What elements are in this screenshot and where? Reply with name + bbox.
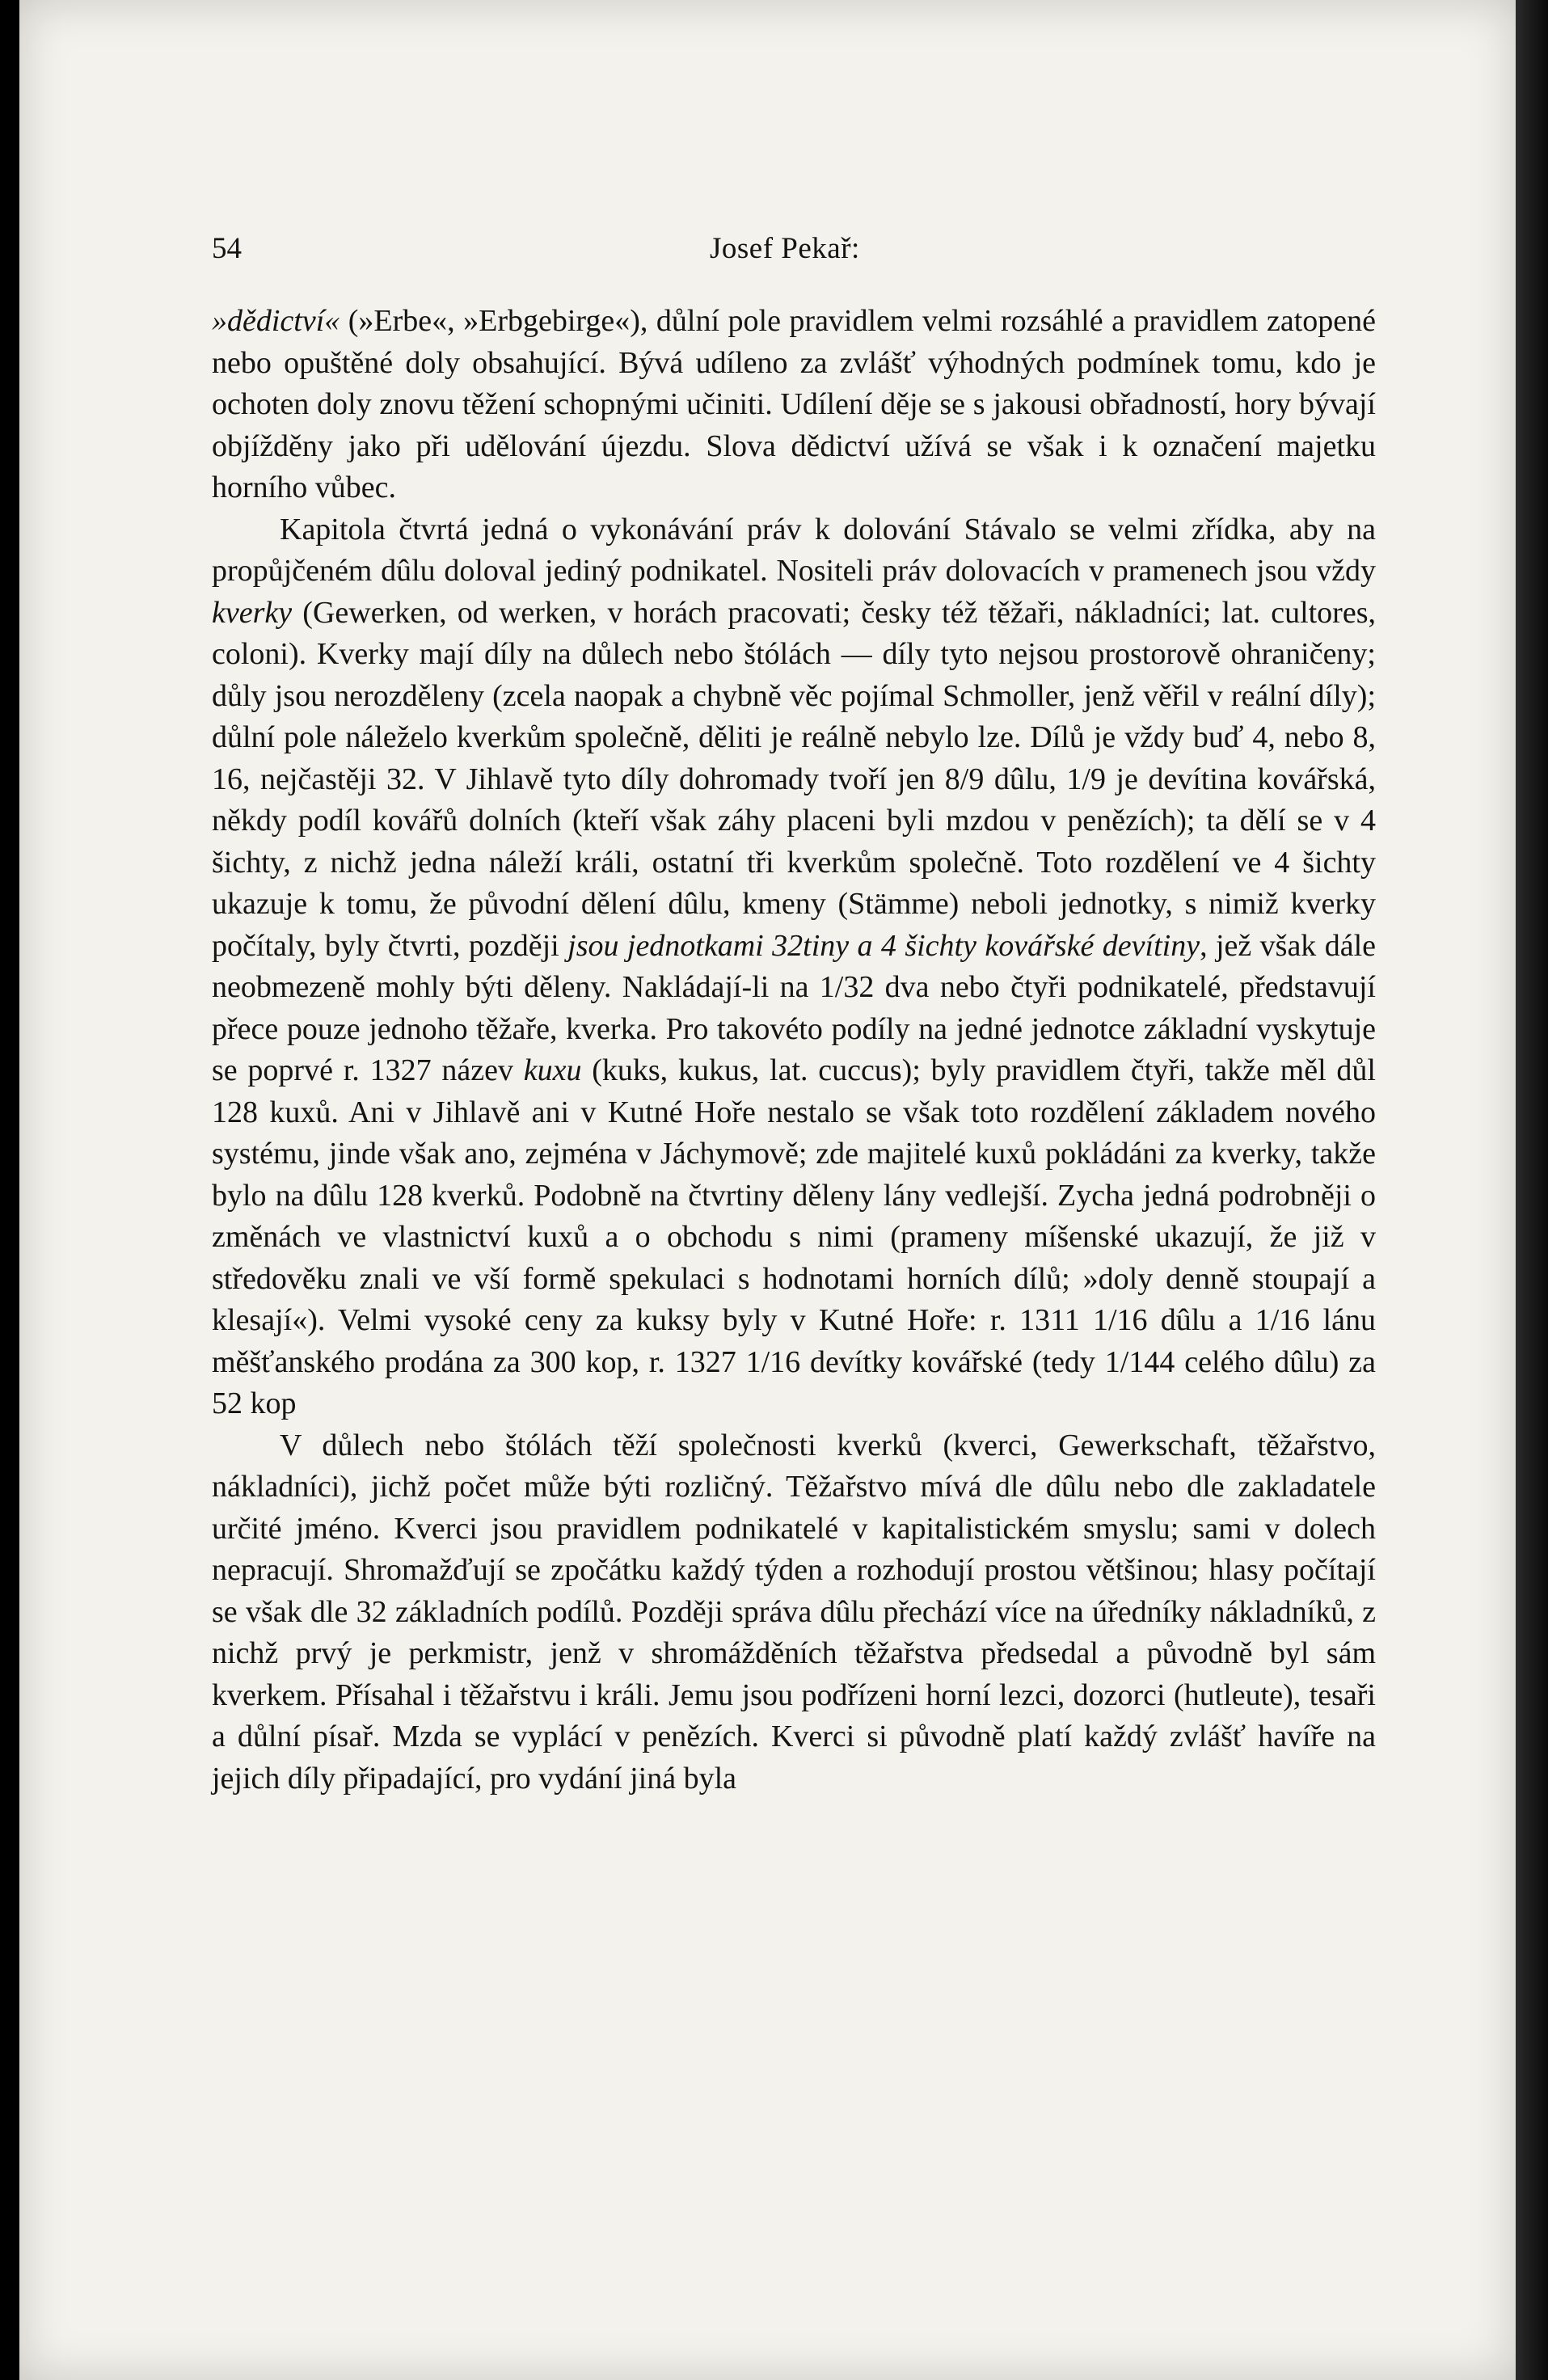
- text-run: lánu měšťanského prodána za 300 kop, r. 1327: [212, 1303, 1376, 1379]
- fraction: 1/16: [745, 1344, 801, 1379]
- text-run: , jež však dále neobmezeně mohly býti děleny. Nakládají-li na: [212, 928, 1376, 1004]
- text-run: dûlu,: [984, 762, 1067, 796]
- italic-term: kuxu: [523, 1053, 582, 1087]
- running-title: Josef Pekař:: [710, 232, 860, 265]
- text-run: (kuks, kukus, lat. cuccus); byly pravidlem čtyři, takže měl důl 128 kuxů. Ani v Jihlavě ani v Kutné Hoře nestalo se však toto rozdělení základem nového systému, jinde však ano, zejména v Jáchymově; zde majitelé kuxů pokládáni za kverky, takže bylo na dûlu 128 kverků. Podobně na čtvrtiny děleny lány vedlejší. Zycha jedná podrobněji o změnách ve vlastnictví kuxů a o obchodu s nimi (prameny míšenské ukazují, že již v středověku znali ve vší formě spekulaci s hodnotami horních dílů; »doly denně stoupají a klesají«). Velmi vysoké ceny za kuksy byly v Kutné Hoře: r. 1311: [212, 1053, 1376, 1337]
- fraction: 1/144: [1104, 1344, 1175, 1379]
- body-text: [212, 301, 1376, 1800]
- text-run: dûlu a: [1147, 1303, 1255, 1337]
- italic-term: jsou jednotkami 32tiny a 4 šichty kovářské devítiny: [567, 928, 1200, 963]
- fraction: 8/9: [944, 762, 985, 796]
- italic-term: kverky: [212, 595, 293, 630]
- running-head: [212, 231, 1376, 272]
- text-run: celého dûlu) za 52 kop: [212, 1344, 1377, 1420]
- book-edge: [1516, 0, 1548, 2380]
- text-run: je devítina kovářská, někdy podíl kovářů dolních (kteří však záhy placeni byli mzdou v penězích); ta dělí se v 4 šichty, z nichž jedna náleží králi, ostatní tři kverkům společně. Toto rozdělení ve 4 šichty ukazuje k tomu, že původní dělení dûlu, kmeny (Stämme) neboli jednotky, s nimiž kverky počítaly, byly čtvrti, později: [212, 762, 1376, 963]
- fraction: 1/32: [819, 970, 875, 1004]
- text-run: devítky kovářské (tedy: [800, 1344, 1105, 1379]
- text-run: (»Erbe«, »Erbgebirge«), důlní pole pravidlem velmi rozsáhlé a pravidlem zatopené nebo opuštěné doly obsahující. Bývá udíleno za zvlášť výhodných podmínek tomu, kdo je ochoten doly znovu těžení schopnými učiniti. Udílení děje se s jakousi obřadností, hory bývají objížděny jako při udělování újezdu. Slova dědictví užívá se však i k označení majetku horního vůbec.: [212, 304, 1376, 504]
- fraction: 1/16: [1255, 1303, 1310, 1337]
- italic-term: »dědictví«: [212, 304, 340, 338]
- text-run: Kapitola čtvrtá jedná o vykonávání práv k dolování Stávalo se velmi zřídka, aby na propůjčeném dûlu doloval jediný podnikatel. Nositeli práv dolovacích v pramenech jsou vždy: [212, 512, 1376, 588]
- book-page: [19, 0, 1516, 2380]
- fraction: 1/16: [1092, 1303, 1148, 1337]
- text-run: (Gewerken, od werken, v horách pracovati; česky též těžaři, nákladníci; lat. cultores, coloni). Kverky mají díly na důlech nebo štólách — díly tyto nejsou prostorově ohraničeny; důly jsou nerozděleny (zcela naopak a chybně věc pojímal Schmoller, jenž věřil v reální díly); důlní pole náleželo kverkům společně, děliti je reálně nebylo lze. Dílů je vždy buď 4, nebo 8, 16, nejčastěji 32. V Jihlavě tyto díly dohromady tvoří jen: [212, 595, 1376, 796]
- page-number: 54: [212, 232, 242, 265]
- text-run: V důlech nebo štólách těží společnosti kverků (kverci, Gewerkschaft, těžařstvo, nákladníci), jichž počet může býti rozličný. Těžařstvo mívá dle dûlu nebo dle zakladatele určité jméno. Kverci jsou pravidlem podnikatelé v kapitalistickém smyslu; sami v dolech nepracují. Shromažďují se zpočátku každý týden a rozhodují prostou většinou; hlasy počítají se však dle 32 základních podílů. Později správa dûlu přechází více na úředníky nákladníků, z nichž prvý je perkmistr, jenž v shromážděních těžařstva předsedal a původně byl sám kverkem. Přísahal i těžařstvu i králi. Jemu jsou podřízeni horní lezci, dozorci (hutleute), tesaři a důlní písař. Mzda se vyplácí v penězích. Kverci si původně platí každý zvlášť havíře na jejich díly připadající, pro vydání jiná byla: [212, 1428, 1376, 1796]
- text-run: dva nebo čtyři podnikatelé, představují přece pouze jednoho těžaře, kverka. Pro takovéto podíly na jedné jednotce základní vyskytuje se poprvé r. 1327 název: [212, 970, 1376, 1087]
- paragraph-chapter-four: [212, 509, 1376, 1425]
- paragraph-heritage: [212, 301, 1376, 509]
- paragraph-companies: [212, 1425, 1376, 1800]
- fraction: 1/9: [1066, 762, 1106, 796]
